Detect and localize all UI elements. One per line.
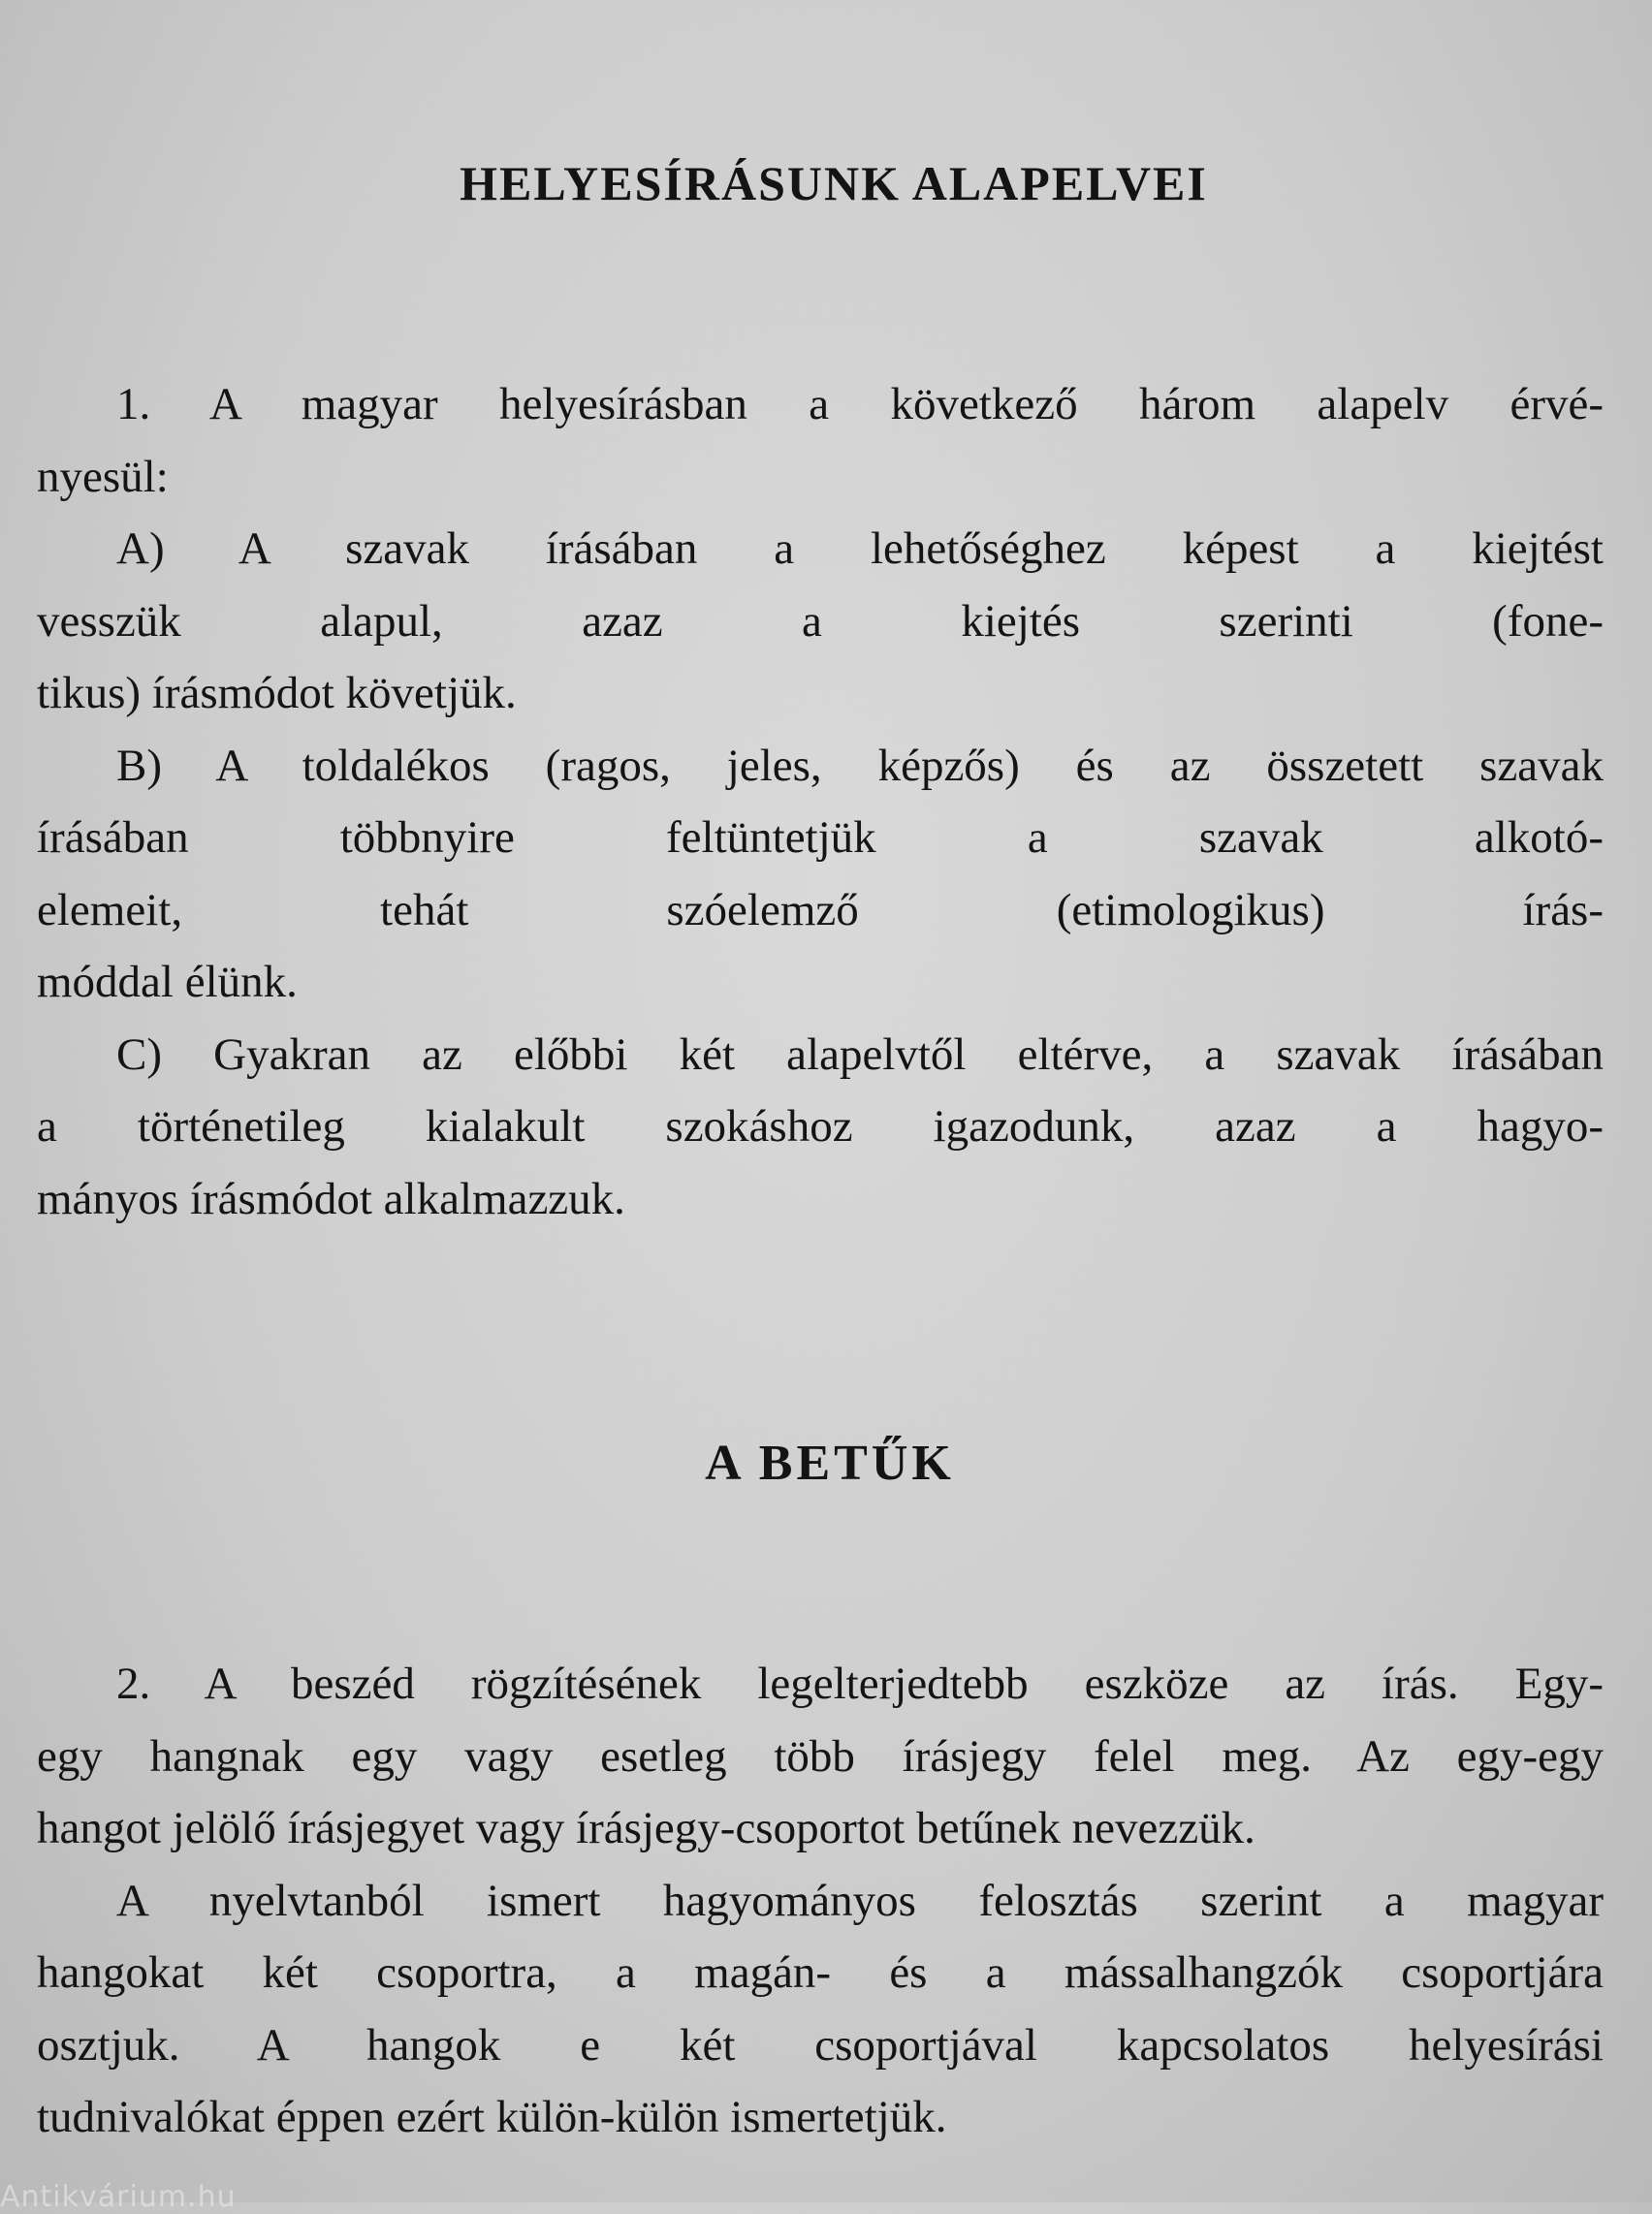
paragraph-2-line-1: 2. A beszéd rögzítésének legelterjedtebb eszköze az írás. Egy- — [116, 1659, 1604, 1709]
paragraph-a-line-1: A) A szavak írásában a lehetőséghez képest a kiejtést — [116, 523, 1604, 574]
paragraph-1-line-1: 1. A magyar helyesírásban a következő három alapelv érvé- — [116, 379, 1604, 429]
paragraph-b-line-3: elemeit, tehát szóelemző (etimologikus) írás- — [37, 884, 1604, 935]
section-letters — [37, 1648, 1604, 2154]
paragraph-3-line-2: hangokat két csoportra, a magán- és a mássalhangzók csoportjára — [37, 1947, 1604, 1998]
paragraph-3-line-3: osztjuk. A hangok e két csoportjával kapcsolatos helyesírási — [37, 2019, 1604, 2071]
paragraph-a-line-2: vesszük alapul, azaz a kiejtés szerinti (fone- — [37, 595, 1604, 647]
paragraph-c-line-1: C) Gyakran az előbbi két alapelvtől eltérve, a szavak írásában — [116, 1028, 1604, 1080]
paragraph-b-line-2: írásában többnyire feltüntetjük a szavak alkotó- — [37, 812, 1604, 863]
paragraph-2-line-3: hangot jelölő írásjegyet vagy írásjegy-csoportot betűnek nevezzük. — [37, 1803, 1255, 1853]
paragraph-c-line-2: a történetileg kialakult szokáshoz igazodunk, azaz a hagyo- — [37, 1101, 1604, 1152]
paragraph-b-line-1: B) A toldalékos (ragos, jeles, képzős) és az összetett szavak — [116, 740, 1604, 791]
paragraph-1-line-2: nyesül: — [37, 451, 169, 502]
watermark: Antikvárium.hu — [0, 2180, 237, 2214]
paragraph-3-line-1: A nyelvtanból ismert hagyományos felosztás szerint a magyar — [116, 1875, 1604, 1926]
paragraph-c-line-3: mányos írásmódot alkalmazzuk. — [37, 1173, 625, 1224]
paragraph-2-line-2: egy hangnak egy vagy esetleg több írásjegy felel meg. Az egy-egy — [37, 1730, 1604, 1782]
letters-heading: A BETŰK — [705, 1436, 955, 1491]
paragraph-a-line-3: tikus) írásmódot követjük. — [37, 668, 517, 718]
section-principles — [37, 368, 1604, 1235]
main-heading: HELYESÍRÁSUNK ALAPELVEI — [460, 156, 1208, 210]
paragraph-b-line-4: móddal élünk. — [37, 957, 298, 1007]
paragraph-3-line-4: tudnivalókat éppen ezért külön-külön ismertetjük. — [37, 2092, 947, 2142]
